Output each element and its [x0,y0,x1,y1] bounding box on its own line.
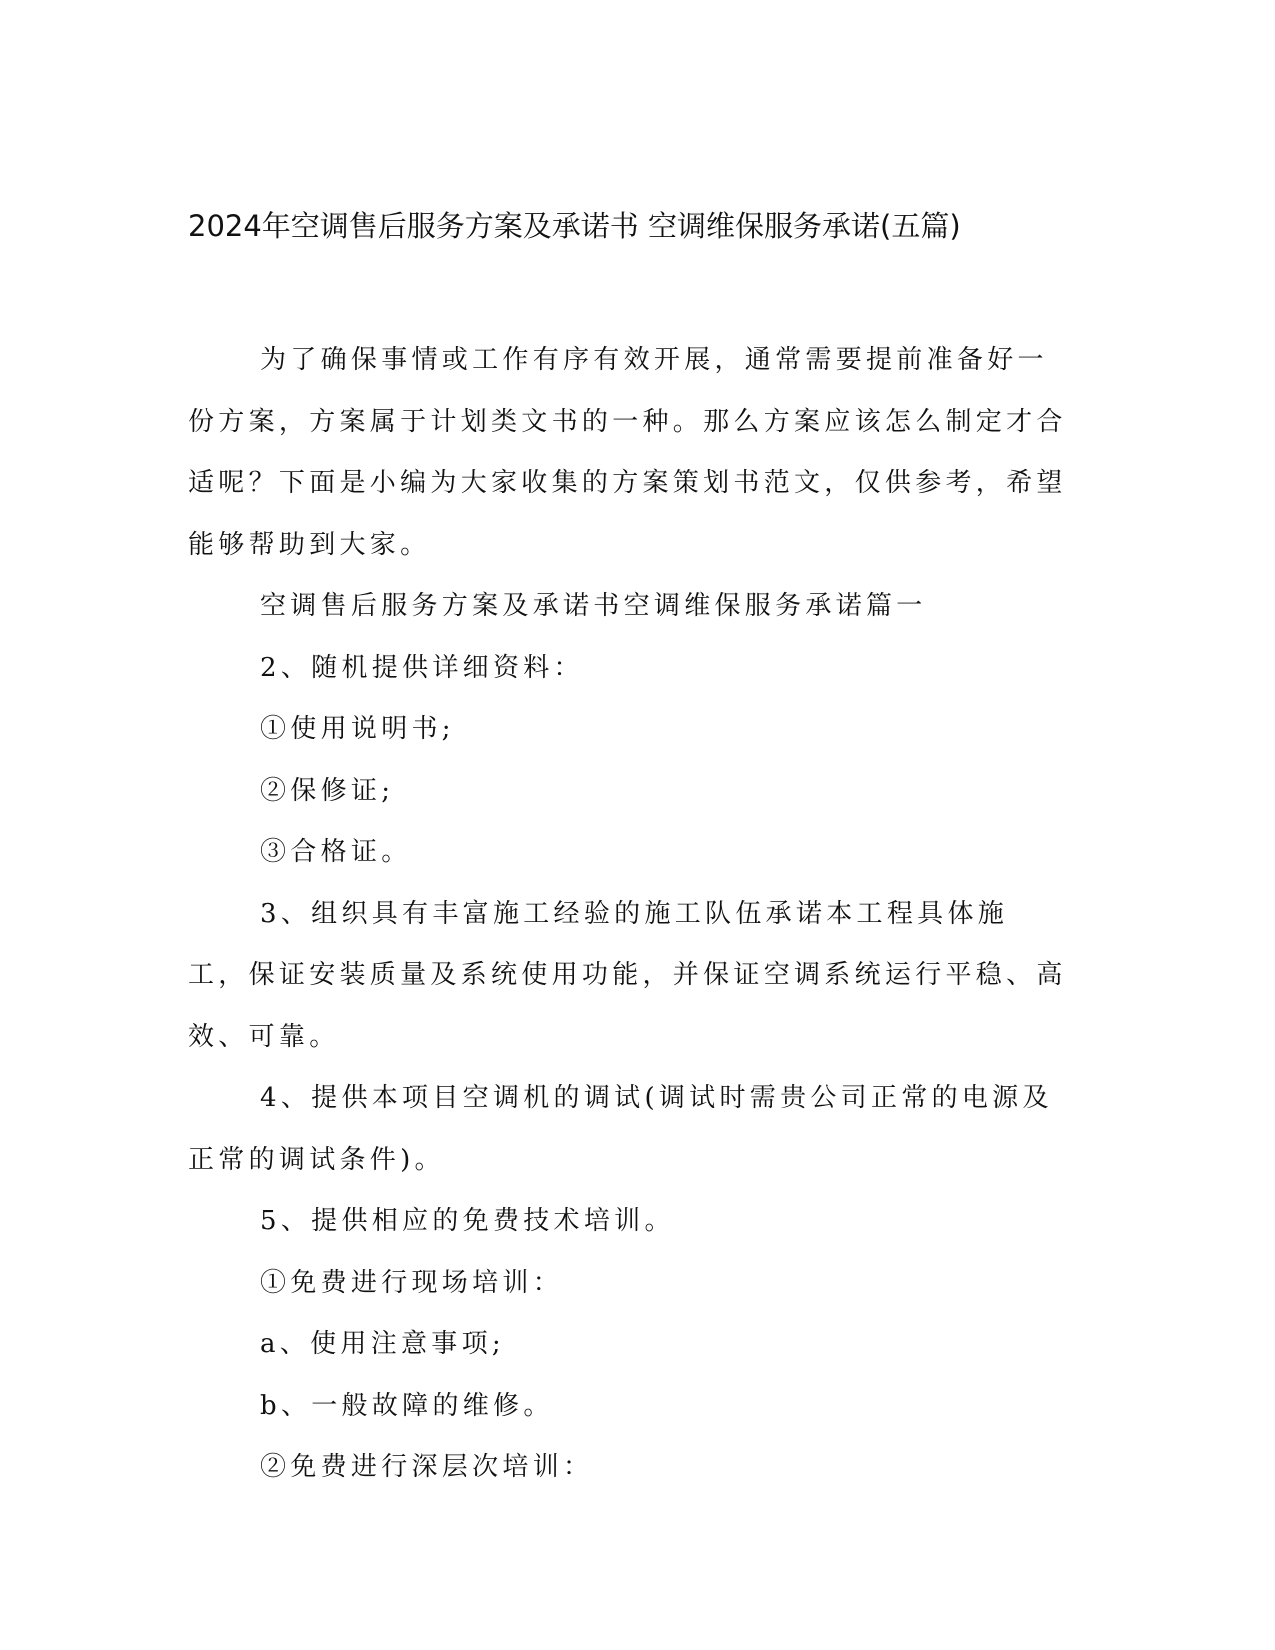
paragraph-item-4: 4、提供本项目空调机的调试(调试时需贵公司正常的电源及正常的调试条件)。 [188,1083,1053,1175]
paragraph-subitem: ②免费进行深层次培训： [260,1452,594,1482]
document-title: 2024年空调售后服务方案及承诺书 空调维保服务承诺(五篇) [188,209,961,243]
paragraph-section-heading: 空调售后服务方案及承诺书空调维保服务承诺篇一 [260,591,927,621]
document-body [188,330,1068,1499]
paragraph-subitem: b、一般故障的维修。 [260,1390,554,1421]
paragraph-item-3: 3、组织具有丰富施工经验的施工队伍承诺本工程具体施工，保证安装质量及系统使用功能，并保证空调系统运行平稳、高效、可靠。 [188,898,1067,1052]
paragraph-subitem: ③合格证。 [260,837,412,867]
paragraph-item-5: 5、提供相应的免费技术培训。 [260,1206,675,1236]
paragraph-subitem: ②保修证; [260,775,395,806]
paragraph-subitem: a、使用注意事项; [260,1329,505,1359]
paragraph-subitem: ①使用说明书; [260,714,455,744]
paragraph-item-2: 2、随机提供详细资料： [260,652,584,683]
paragraph-subitem: ①免费进行现场培训： [260,1267,564,1298]
paragraph-intro: 为了确保事情或工作有序有效开展，通常需要提前准备好一份方案，方案属于计划类文书的一种。那么方案应该怎么制定才合适呢？下面是小编为大家收集的方案策划书范文，仅供参考，希望能够帮助到大家。 [188,345,1067,560]
